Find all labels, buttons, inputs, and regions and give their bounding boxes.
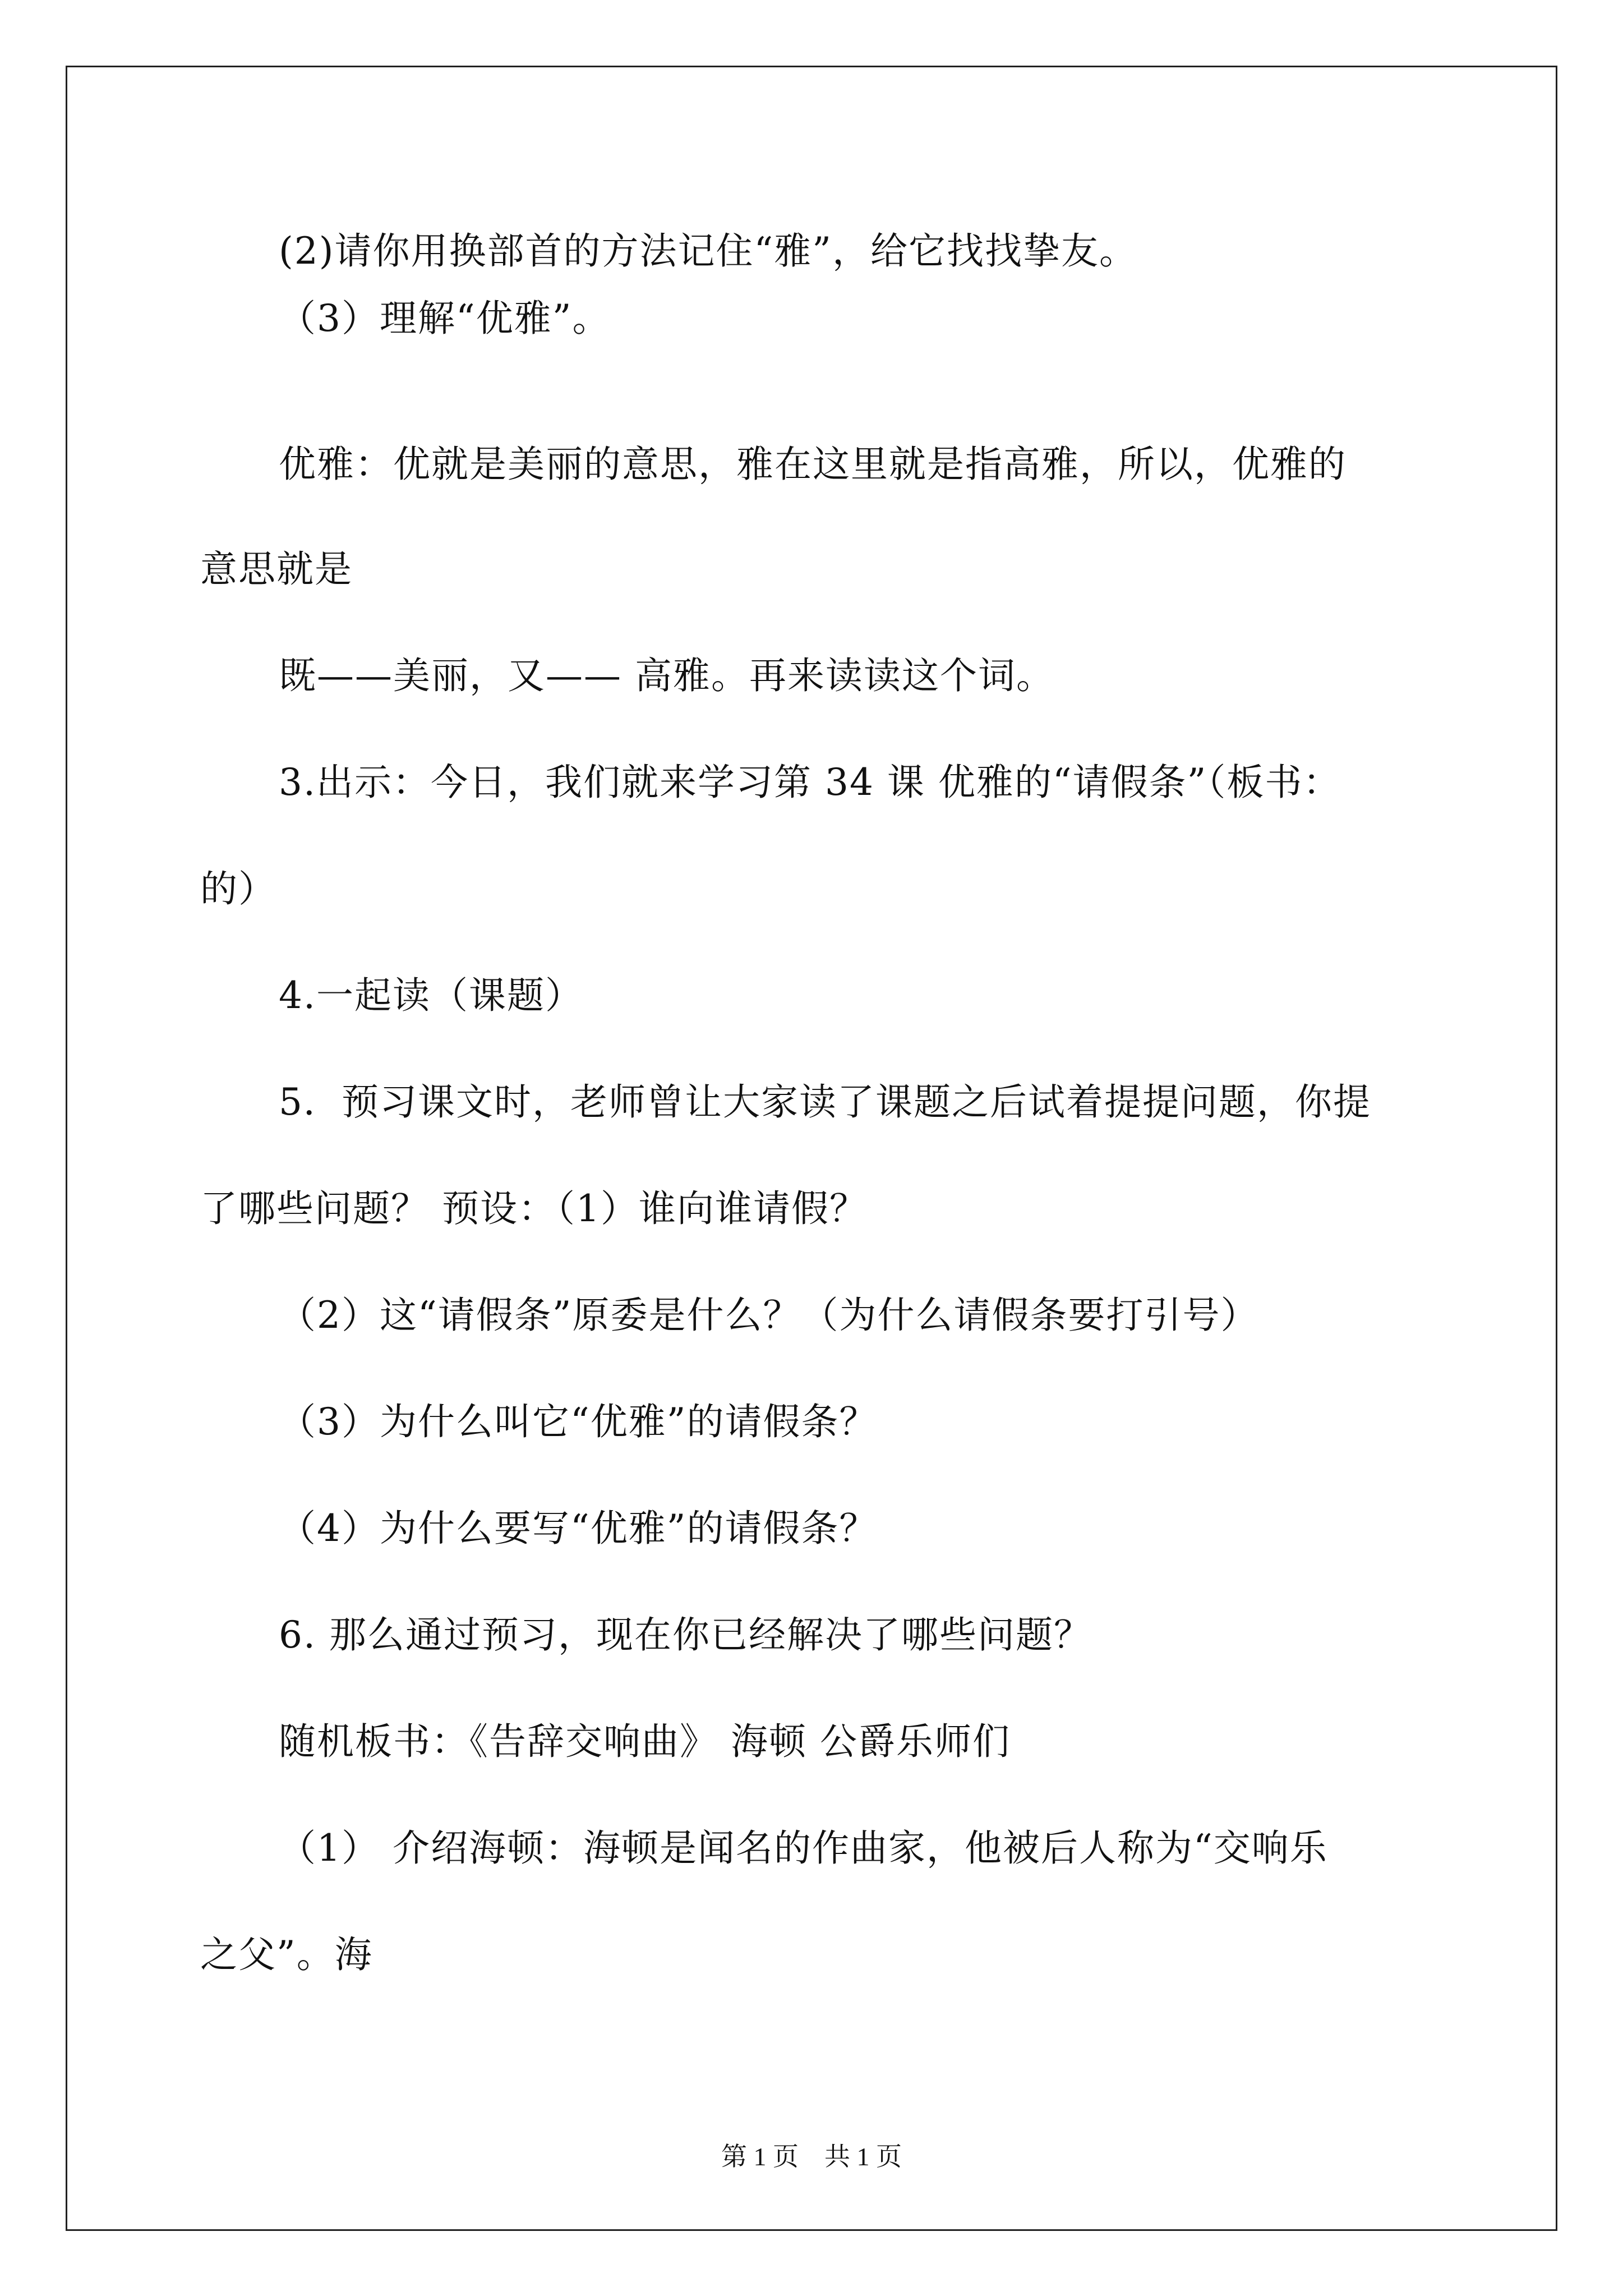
- paragraph-line: (2)请你用换部首的方法记住“雅”，给它找找挚友。: [279, 229, 1137, 273]
- paragraph-line: 之父”。海: [200, 1933, 373, 1976]
- paragraph-line: 的）: [200, 867, 276, 910]
- paragraph-line: （3）为什么叫它“优雅”的请假条？: [279, 1400, 878, 1443]
- paragraph-line: 随机板书：《告辞交响曲》 海顿 公爵乐师们: [279, 1720, 1011, 1763]
- paragraph-line: 了哪些问题？ 预设：（1）谁向谁请假？: [200, 1187, 868, 1230]
- paragraph-line: 既——美丽，又—— 高雅。再来读读这个词。: [279, 654, 1054, 697]
- paragraph-line: 优雅：优就是美丽的意思，雅在这里就是指高雅，所以，优雅的: [279, 443, 1347, 486]
- page-border: [66, 66, 1557, 2231]
- paragraph-line: 4.一起读（课题）: [279, 974, 583, 1017]
- paragraph-line: （4）为什么要写“优雅”的请假条？: [279, 1507, 878, 1550]
- paragraph-line: 6. 那么通过预习，现在你已经解决了哪些问题？: [279, 1613, 1092, 1657]
- paragraph-line: （1） 介绍海顿：海顿是闻名的作曲家，他被后人称为“交响乐: [279, 1826, 1328, 1870]
- paragraph-line: 3.出示：今日，我们就来学习第 34 课 优雅的“请假条”（板书：: [279, 761, 1341, 804]
- paragraph-line: 5．预习课文时，老师曾让大家读了课题之后试着提提问题，你提: [279, 1080, 1371, 1124]
- page-number-footer: 第 1 页 共 1 页: [721, 2142, 902, 2171]
- paragraph-line: 意思就是: [200, 547, 353, 591]
- paragraph-line: （2）这“请假条”原委是什么？（为什么请假条要打引号）: [279, 1294, 1259, 1337]
- paragraph-line: （3）理解“优雅”。: [279, 297, 611, 340]
